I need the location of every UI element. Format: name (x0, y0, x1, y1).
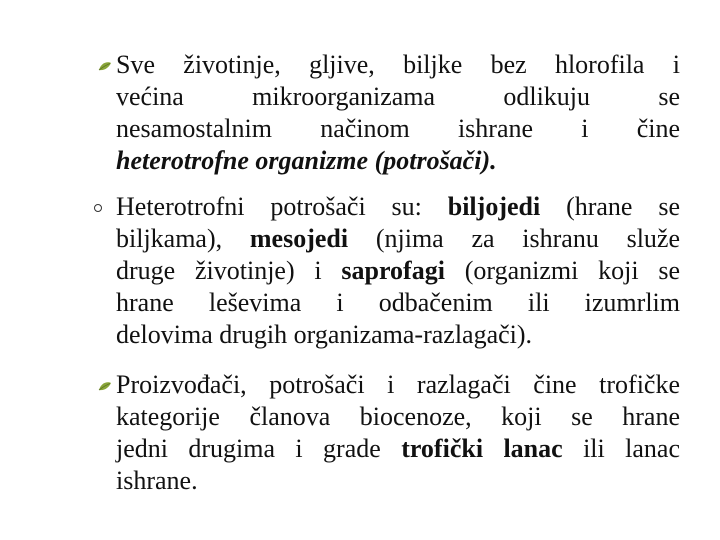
paragraph-2-line-4 (116, 287, 680, 319)
paragraph-1-line-4 (116, 145, 680, 177)
circle-bullet-icon (94, 204, 102, 212)
leaf-bullet-icon (98, 381, 112, 393)
bold-term: mesojedi (249, 224, 349, 253)
text-run: nesamostalnim načinom ishrane i čine (116, 114, 680, 143)
text-run: delovima drugih organizama-razlagači). (116, 320, 533, 349)
paragraph-3-line-1 (116, 369, 680, 401)
paragraph-2-line-1 (116, 191, 680, 223)
text-run: ishrane. (116, 466, 198, 495)
bold-term: saprofagi (341, 256, 445, 285)
paragraph-1-line-1 (116, 49, 680, 81)
text-run: jedni drugima i grade (116, 434, 402, 463)
leaf-bullet-icon (98, 61, 112, 73)
paragraph-2-line-5 (116, 319, 680, 351)
text-run: kategorije članova biocenoze, koji se hrane (116, 402, 680, 431)
bold-term: biljojedi (447, 192, 541, 221)
paragraph-3-line-2 (116, 401, 680, 433)
text-run: većina mikroorganizama odlikuju se (116, 82, 680, 111)
paragraph-3-line-3 (116, 433, 680, 465)
paragraph-1-line-3 (116, 113, 680, 145)
text-run: ili lanac (562, 434, 680, 463)
paragraph-3-line-4 (116, 465, 680, 497)
paragraph-2-line-3 (116, 255, 680, 287)
text-run: Heterotrofni potrošači su: (116, 192, 448, 221)
text-run: (organizmi koji se (444, 256, 680, 285)
paragraph-2-line-2 (116, 223, 680, 255)
paragraph-1-line-2 (116, 81, 680, 113)
text-run: Sve životinje, gljive, biljke bez hlorofila i (116, 50, 680, 79)
emphasized-text: heterotrofne organizme (potrošači). (116, 146, 497, 175)
bold-term: trofički lanac (401, 434, 563, 463)
text-run: (hrane se (540, 192, 680, 221)
text-run: Proizvođači, potrošači i razlagači čine trofičke (116, 370, 680, 399)
text-run: druge životinje) i (116, 256, 342, 285)
text-run: (njima za ishranu služe (348, 224, 680, 253)
text-run: hrane leševima i odbačenim ili izumrlim (116, 288, 680, 317)
text-run: biljkama), (116, 224, 250, 253)
